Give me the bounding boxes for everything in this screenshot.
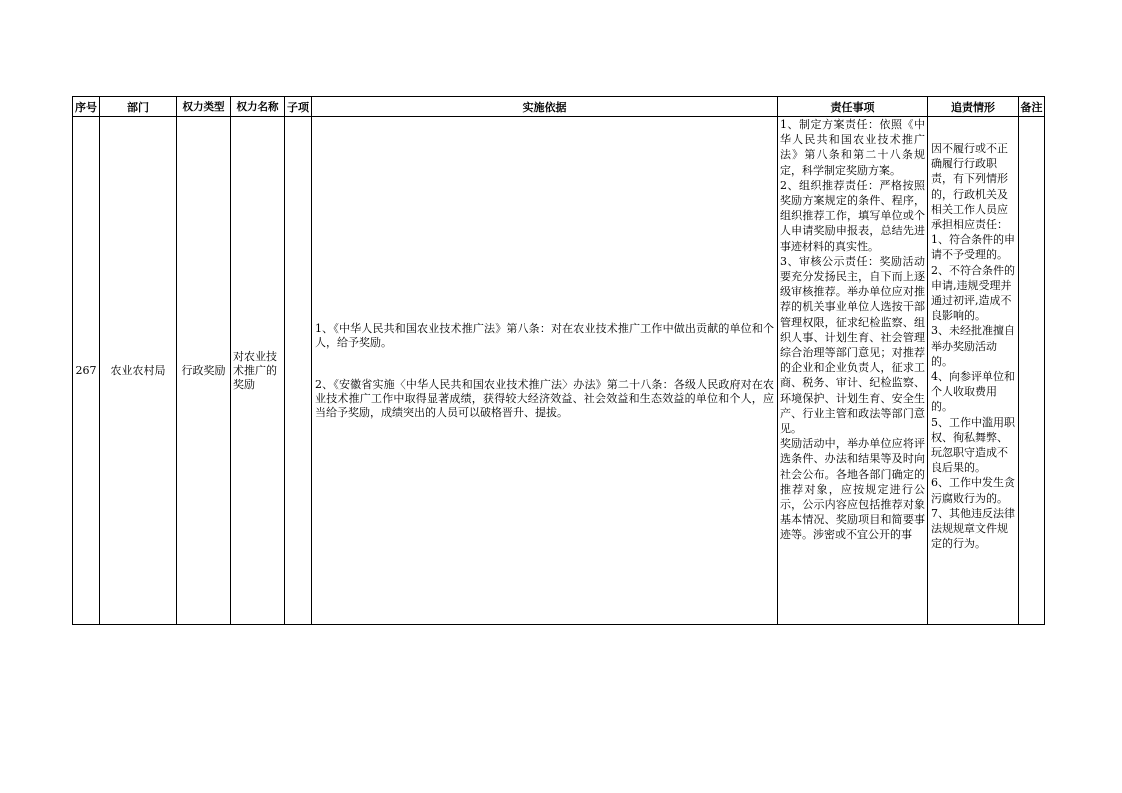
table-row [73, 117, 1045, 625]
accountability-intro: 因不履行或不正确履行行政职责，有下列情形的，行政机关及相关工作人员应承担相应责任： [931, 142, 1008, 232]
header-power-type: 权力类型 [177, 97, 231, 117]
accountability-item-4: 4、向参评单位和个人收取费用的。 [931, 370, 1015, 414]
header-responsibility: 责任事项 [778, 97, 928, 117]
header-basis: 实施依据 [312, 97, 778, 117]
cell-accountability [928, 117, 1019, 625]
basis-paragraph-2: 2、《安徽省实施〈中华人民共和国农业技术推广法〉办法》第二十八条：各级人民政府对在农业技术推广工作中取得显著成绩，获得较大经济效益、社会效益和生态效益的单位和个人，应当给予奖励，成绩突出的人员可以破格晋升、提拔。 [315, 377, 774, 419]
cell-responsibility [778, 117, 928, 625]
cell-seq: 267 [73, 117, 100, 625]
accountability-item-2: 2、不符合条件的申请,违规受理并通过初评,造成不良影响的。 [931, 263, 1015, 323]
responsibility-paragraph-3: 3、审核公示责任：奖励活动要充分发扬民主，自下而上逐级审核推荐。举办单位应对推荐的机关事业单位人选按干部管理权限，征求纪检监察、组织人事、计划生育、社会管理综合治理等部门意见；对推荐的企业和企业负责人，征求工商、税务、审计、纪检监察、环境保护、计划生育、安全生产、行业主管和政法等部门意见。 [780, 254, 925, 436]
power-list-table [72, 96, 1045, 625]
accountability-item-3: 3、未经批准擅自举办奖励活动的。 [931, 324, 1015, 368]
cell-power-type: 行政奖励 [177, 117, 231, 625]
header-seq: 序号 [73, 97, 100, 117]
cell-basis [312, 117, 778, 625]
accountability-item-7: 7、其他违反法律法规规章文件规定的行为。 [931, 506, 1015, 551]
accountability-item-1: 1、符合条件的申请不予受理的。 [931, 233, 1015, 262]
accountability-item-5: 5、工作中滥用职权、徇私舞弊、玩忽职守造成不良后果的。 [931, 415, 1015, 475]
cell-power-name: 对农业技术推广的奖励 [231, 117, 285, 625]
basis-paragraph-1: 1、《中华人民共和国农业技术推广法》第八条：对在农业技术推广工作中做出贡献的单位和个人，给予奖励。 [315, 321, 774, 349]
accountability-item-6: 6、工作中发生贪污腐败行为的。 [931, 476, 1015, 505]
responsibility-paragraph-4: 奖励活动中，举办单位应将评选条件、办法和结果等及时向社会公布。各地各部门确定的推荐对象，应按规定进行公示，公示内容应包括推荐对象基本情况、奖励项目和简要事迹等。涉密或不宜公开的事 [780, 437, 925, 542]
header-accountability: 追责情形 [928, 97, 1019, 117]
header-remarks: 备注 [1019, 97, 1045, 117]
header-dept: 部门 [100, 97, 177, 117]
cell-dept: 农业农村局 [100, 117, 177, 625]
cell-sub-item [285, 117, 312, 625]
header-row [73, 97, 1045, 117]
header-sub-item: 子项 [285, 97, 312, 117]
cell-remarks [1019, 117, 1045, 625]
responsibility-paragraph-2: 2、组织推荐责任：严格按照奖励方案规定的条件、程序，组织推荐工作，填写单位或个人申请奖励申报表，总结先进事迹材料的真实性。 [780, 178, 925, 253]
responsibility-paragraph-1: 1、制定方案责任：依照《中华人民共和国农业技术推广法》第八条和第二十八条规定，科学制定奖励方案。 [780, 118, 925, 177]
header-power-name: 权力名称 [231, 97, 285, 117]
